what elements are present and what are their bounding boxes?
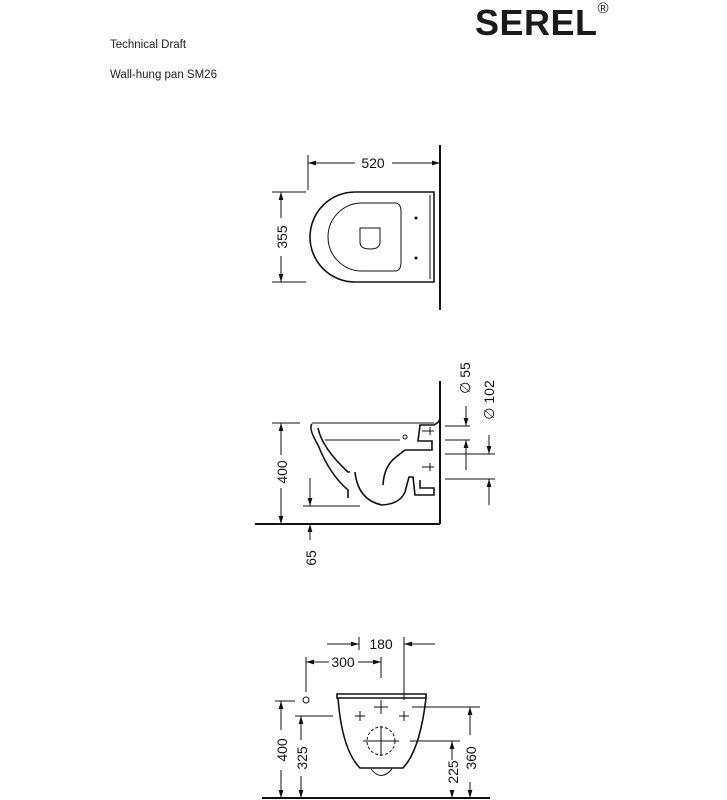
product-name: Wall-hung pan SM26 — [110, 69, 217, 81]
brand-logo: SEREL® — [475, 0, 610, 43]
pan-rim — [337, 694, 426, 698]
front-view — [262, 636, 490, 798]
dim-180: 180 — [369, 636, 393, 652]
dim-300: 300 — [331, 654, 355, 670]
dim-diameter-55: ∅ 55 — [457, 362, 473, 394]
top-view — [272, 145, 440, 310]
dim-225: 225 — [445, 760, 461, 784]
dim-diameter-102: ∅ 102 — [481, 380, 497, 420]
bowl-outlet — [360, 228, 380, 249]
dim-height: 400 — [274, 460, 290, 484]
pan-front — [311, 424, 348, 498]
screw-icon — [415, 217, 418, 260]
dim-width: 520 — [361, 155, 385, 171]
dim-400: 400 — [274, 738, 290, 762]
pan-outline — [310, 192, 434, 282]
dim-floor-offset: 65 — [303, 550, 319, 566]
fixing-holes-icon — [355, 700, 409, 756]
dim-325: 325 — [294, 746, 310, 770]
dim-depth: 355 — [274, 225, 290, 249]
side-view — [255, 362, 497, 566]
pan-body — [338, 698, 426, 768]
water-inlet-icon — [303, 697, 309, 703]
seat-outline — [328, 203, 401, 271]
document-type: Technical Draft — [110, 39, 187, 51]
dim-360: 360 — [463, 746, 479, 770]
